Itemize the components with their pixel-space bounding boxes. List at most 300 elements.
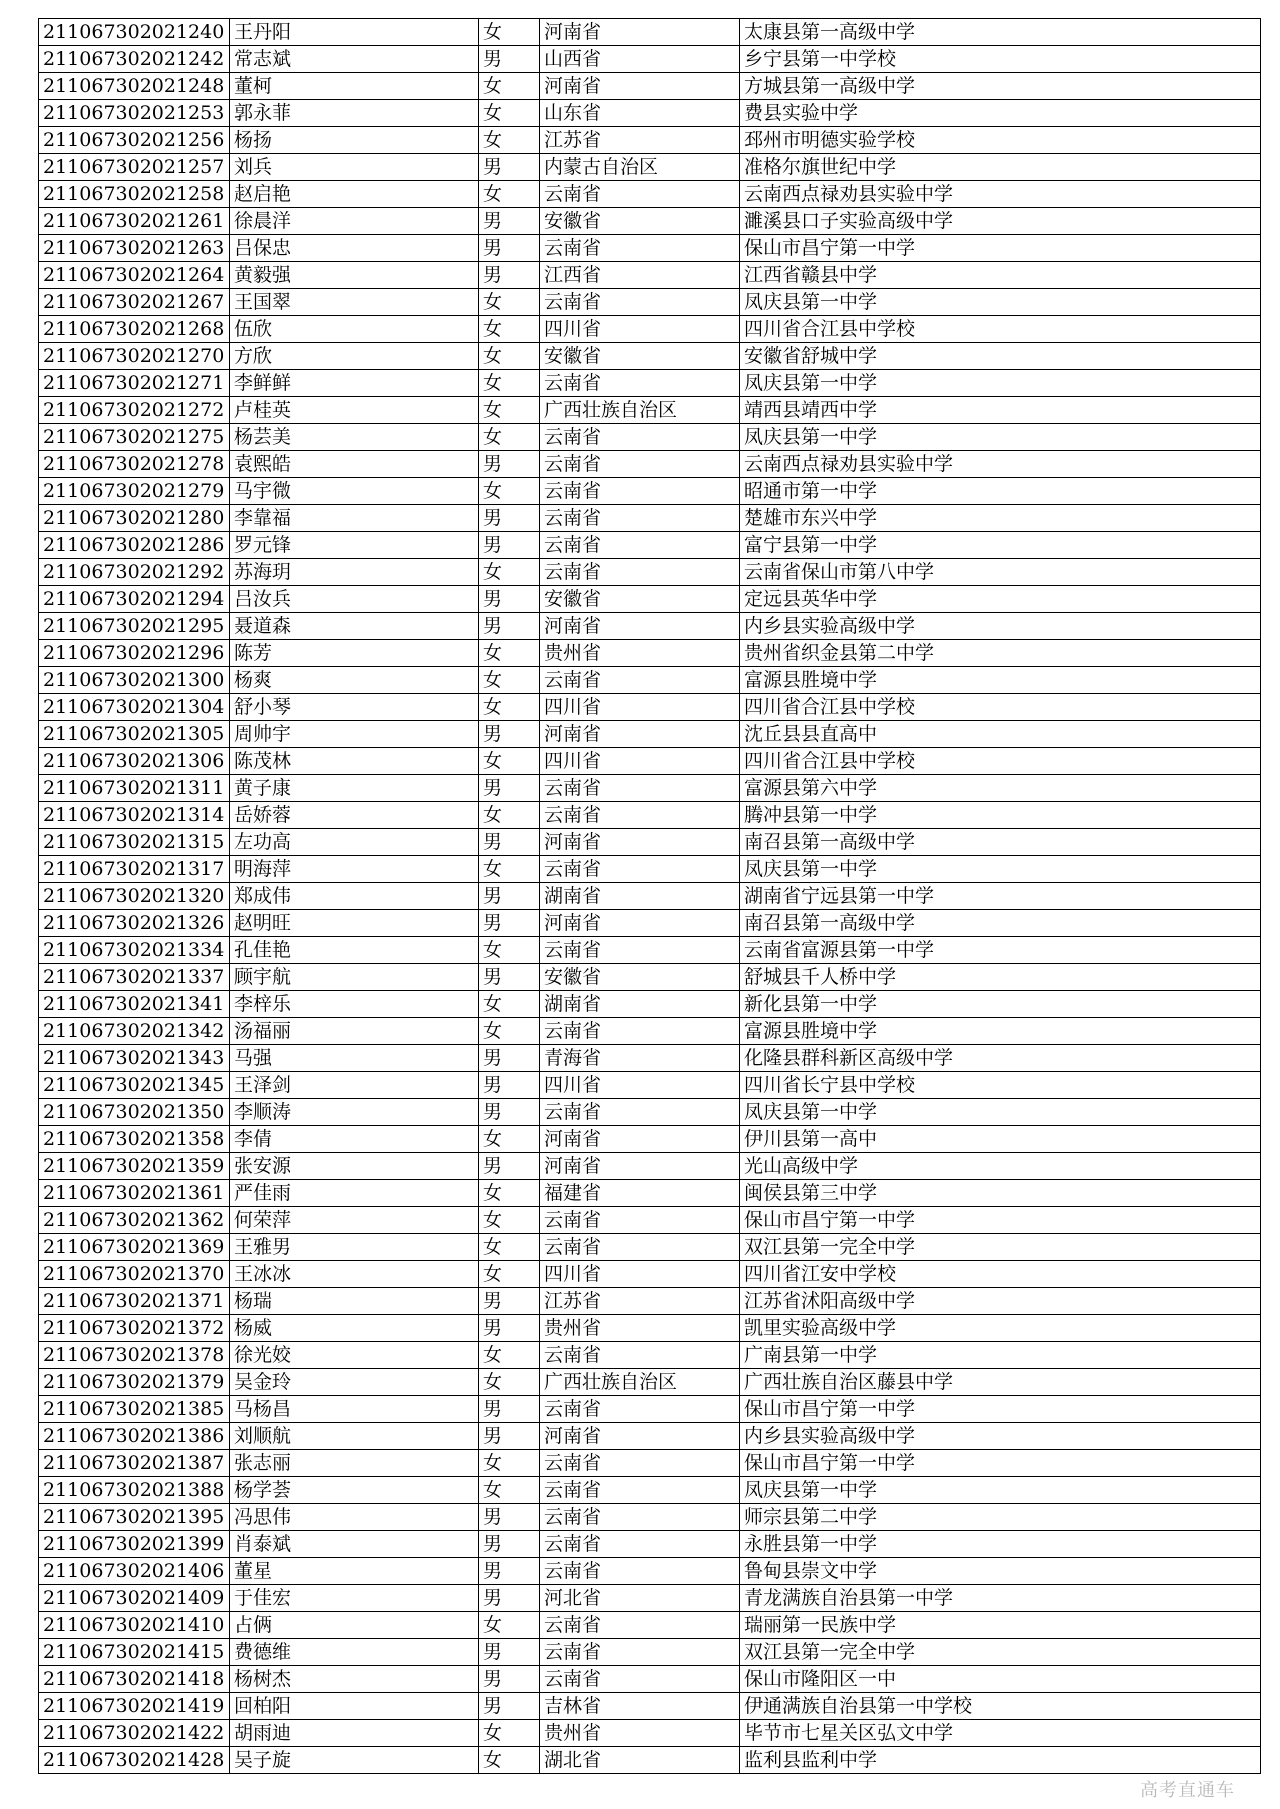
school-cell: 准格尔旗世纪中学 (740, 154, 1261, 181)
table-row (39, 1477, 1261, 1504)
exam-id-cell: 211067302021258 (39, 181, 230, 208)
gender-cell: 男 (479, 1639, 540, 1666)
province-cell: 云南省 (540, 1612, 740, 1639)
name-cell: 张志丽 (230, 1450, 479, 1477)
gender-cell: 男 (479, 1693, 540, 1720)
name-cell: 杨瑞 (230, 1288, 479, 1315)
gender-cell: 女 (479, 694, 540, 721)
table-row (39, 208, 1261, 235)
gender-cell: 女 (479, 1018, 540, 1045)
gender-cell: 女 (479, 640, 540, 667)
table-row (39, 802, 1261, 829)
table-row (39, 1207, 1261, 1234)
exam-id-cell: 211067302021253 (39, 100, 230, 127)
school-cell: 保山市隆阳区一中 (740, 1666, 1261, 1693)
school-cell: 瑞丽第一民族中学 (740, 1612, 1261, 1639)
exam-id-cell: 211067302021385 (39, 1396, 230, 1423)
exam-id-cell: 211067302021271 (39, 370, 230, 397)
province-cell: 河南省 (540, 1423, 740, 1450)
exam-id-cell: 211067302021388 (39, 1477, 230, 1504)
school-cell: 楚雄市东兴中学 (740, 505, 1261, 532)
gender-cell: 男 (479, 721, 540, 748)
gender-cell: 女 (479, 1180, 540, 1207)
name-cell: 杨威 (230, 1315, 479, 1342)
school-cell: 富源县第六中学 (740, 775, 1261, 802)
school-cell: 四川省合江县中学校 (740, 316, 1261, 343)
gender-cell: 男 (479, 1099, 540, 1126)
province-cell: 云南省 (540, 1666, 740, 1693)
province-cell: 云南省 (540, 775, 740, 802)
province-cell: 青海省 (540, 1045, 740, 1072)
table-row (39, 1666, 1261, 1693)
province-cell: 云南省 (540, 289, 740, 316)
exam-id-cell: 211067302021415 (39, 1639, 230, 1666)
exam-id-cell: 211067302021256 (39, 127, 230, 154)
name-cell: 方欣 (230, 343, 479, 370)
table-row (39, 154, 1261, 181)
exam-id-cell: 211067302021264 (39, 262, 230, 289)
school-cell: 费县实验中学 (740, 100, 1261, 127)
gender-cell: 男 (479, 1585, 540, 1612)
exam-id-cell: 211067302021261 (39, 208, 230, 235)
school-cell: 舒城县千人桥中学 (740, 964, 1261, 991)
province-cell: 云南省 (540, 1342, 740, 1369)
exam-id-cell: 211067302021263 (39, 235, 230, 262)
table-row (39, 964, 1261, 991)
name-cell: 于佳宏 (230, 1585, 479, 1612)
school-cell: 凤庆县第一中学 (740, 424, 1261, 451)
province-cell: 河南省 (540, 19, 740, 46)
school-cell: 安徽省舒城中学 (740, 343, 1261, 370)
province-cell: 云南省 (540, 667, 740, 694)
school-cell: 凯里实验高级中学 (740, 1315, 1261, 1342)
table-row (39, 73, 1261, 100)
school-cell: 江苏省沭阳高级中学 (740, 1288, 1261, 1315)
gender-cell: 男 (479, 1288, 540, 1315)
name-cell: 汤福丽 (230, 1018, 479, 1045)
name-cell: 杨树杰 (230, 1666, 479, 1693)
school-cell: 富宁县第一中学 (740, 532, 1261, 559)
school-cell: 云南西点禄劝县实验中学 (740, 181, 1261, 208)
table-row (39, 1072, 1261, 1099)
gender-cell: 男 (479, 505, 540, 532)
exam-id-cell: 211067302021272 (39, 397, 230, 424)
exam-id-cell: 211067302021320 (39, 883, 230, 910)
gender-cell: 女 (479, 1342, 540, 1369)
gender-cell: 女 (479, 802, 540, 829)
school-cell: 光山高级中学 (740, 1153, 1261, 1180)
gender-cell: 男 (479, 1558, 540, 1585)
name-cell: 周帅宇 (230, 721, 479, 748)
name-cell: 杨学荟 (230, 1477, 479, 1504)
province-cell: 云南省 (540, 1018, 740, 1045)
exam-id-cell: 211067302021350 (39, 1099, 230, 1126)
gender-cell: 男 (479, 235, 540, 262)
school-cell: 广西壮族自治区藤县中学 (740, 1369, 1261, 1396)
table-row (39, 1342, 1261, 1369)
gender-cell: 女 (479, 1720, 540, 1747)
school-cell: 湖南省宁远县第一中学 (740, 883, 1261, 910)
school-cell: 定远县英华中学 (740, 586, 1261, 613)
province-cell: 云南省 (540, 478, 740, 505)
school-cell: 新化县第一中学 (740, 991, 1261, 1018)
school-cell: 伊川县第一高中 (740, 1126, 1261, 1153)
school-cell: 富源县胜境中学 (740, 1018, 1261, 1045)
school-cell: 保山市昌宁第一中学 (740, 235, 1261, 262)
school-cell: 富源县胜境中学 (740, 667, 1261, 694)
school-cell: 凤庆县第一中学 (740, 289, 1261, 316)
name-cell: 马杨昌 (230, 1396, 479, 1423)
name-cell: 吕汝兵 (230, 586, 479, 613)
table-row (39, 1558, 1261, 1585)
name-cell: 黄毅强 (230, 262, 479, 289)
exam-id-cell: 211067302021295 (39, 613, 230, 640)
name-cell: 王国翠 (230, 289, 479, 316)
gender-cell: 女 (479, 343, 540, 370)
table-row (39, 181, 1261, 208)
school-cell: 南召县第一高级中学 (740, 829, 1261, 856)
table-row (39, 1639, 1261, 1666)
exam-id-cell: 211067302021345 (39, 1072, 230, 1099)
gender-cell: 女 (479, 1612, 540, 1639)
name-cell: 李靠福 (230, 505, 479, 532)
gender-cell: 女 (479, 1261, 540, 1288)
province-cell: 云南省 (540, 856, 740, 883)
name-cell: 回柏阳 (230, 1693, 479, 1720)
name-cell: 占俩 (230, 1612, 479, 1639)
exam-id-cell: 211067302021294 (39, 586, 230, 613)
province-cell: 湖南省 (540, 883, 740, 910)
gender-cell: 男 (479, 1423, 540, 1450)
gender-cell: 女 (479, 478, 540, 505)
exam-id-cell: 211067302021359 (39, 1153, 230, 1180)
exam-id-cell: 211067302021341 (39, 991, 230, 1018)
exam-id-cell: 211067302021358 (39, 1126, 230, 1153)
name-cell: 杨扬 (230, 127, 479, 154)
gender-cell: 男 (479, 775, 540, 802)
table-row (39, 370, 1261, 397)
gender-cell: 男 (479, 1531, 540, 1558)
gender-cell: 男 (479, 1315, 540, 1342)
province-cell: 广西壮族自治区 (540, 1369, 740, 1396)
province-cell: 云南省 (540, 370, 740, 397)
school-cell: 腾冲县第一中学 (740, 802, 1261, 829)
gender-cell: 女 (479, 127, 540, 154)
table-row (39, 397, 1261, 424)
gender-cell: 女 (479, 1234, 540, 1261)
province-cell: 江苏省 (540, 127, 740, 154)
province-cell: 河南省 (540, 829, 740, 856)
province-cell: 河南省 (540, 1153, 740, 1180)
school-cell: 毕节市七星关区弘文中学 (740, 1720, 1261, 1747)
table-row (39, 478, 1261, 505)
school-cell: 监利县监利中学 (740, 1747, 1261, 1774)
table-row (39, 1720, 1261, 1747)
name-cell: 马宇微 (230, 478, 479, 505)
name-cell: 王雅男 (230, 1234, 479, 1261)
name-cell: 张安源 (230, 1153, 479, 1180)
school-cell: 四川省合江县中学校 (740, 748, 1261, 775)
school-cell: 太康县第一高级中学 (740, 19, 1261, 46)
name-cell: 李倩 (230, 1126, 479, 1153)
province-cell: 安徽省 (540, 208, 740, 235)
name-cell: 王泽剑 (230, 1072, 479, 1099)
province-cell: 河北省 (540, 1585, 740, 1612)
province-cell: 云南省 (540, 235, 740, 262)
gender-cell: 女 (479, 667, 540, 694)
table-row (39, 640, 1261, 667)
table-row (39, 613, 1261, 640)
exam-id-cell: 211067302021300 (39, 667, 230, 694)
table-row (39, 775, 1261, 802)
gender-cell: 女 (479, 289, 540, 316)
school-cell: 保山市昌宁第一中学 (740, 1396, 1261, 1423)
province-cell: 云南省 (540, 1396, 740, 1423)
name-cell: 刘顺航 (230, 1423, 479, 1450)
province-cell: 安徽省 (540, 964, 740, 991)
table-row (39, 127, 1261, 154)
table-row (39, 46, 1261, 73)
exam-id-cell: 211067302021422 (39, 1720, 230, 1747)
gender-cell: 女 (479, 397, 540, 424)
name-cell: 吴子旋 (230, 1747, 479, 1774)
province-cell: 云南省 (540, 1504, 740, 1531)
table-row (39, 19, 1261, 46)
province-cell: 福建省 (540, 1180, 740, 1207)
school-cell: 双江县第一完全中学 (740, 1234, 1261, 1261)
school-cell: 乡宁县第一中学校 (740, 46, 1261, 73)
school-cell: 凤庆县第一中学 (740, 370, 1261, 397)
exam-id-cell: 211067302021362 (39, 1207, 230, 1234)
name-cell: 胡雨迪 (230, 1720, 479, 1747)
exam-id-cell: 211067302021275 (39, 424, 230, 451)
gender-cell: 男 (479, 262, 540, 289)
table-row (39, 343, 1261, 370)
gender-cell: 男 (479, 586, 540, 613)
school-cell: 云南省保山市第八中学 (740, 559, 1261, 586)
gender-cell: 男 (479, 1045, 540, 1072)
school-cell: 保山市昌宁第一中学 (740, 1450, 1261, 1477)
exam-id-cell: 211067302021257 (39, 154, 230, 181)
name-cell: 常志斌 (230, 46, 479, 73)
gender-cell: 女 (479, 1369, 540, 1396)
province-cell: 云南省 (540, 1477, 740, 1504)
school-cell: 江西省赣县中学 (740, 262, 1261, 289)
province-cell: 云南省 (540, 1450, 740, 1477)
table-row (39, 559, 1261, 586)
table-row (39, 424, 1261, 451)
name-cell: 何荣萍 (230, 1207, 479, 1234)
province-cell: 云南省 (540, 559, 740, 586)
exam-id-cell: 211067302021270 (39, 343, 230, 370)
province-cell: 四川省 (540, 694, 740, 721)
school-cell: 凤庆县第一中学 (740, 856, 1261, 883)
gender-cell: 男 (479, 883, 540, 910)
province-cell: 四川省 (540, 316, 740, 343)
province-cell: 云南省 (540, 1234, 740, 1261)
table-row (39, 1045, 1261, 1072)
exam-id-cell: 211067302021387 (39, 1450, 230, 1477)
school-cell: 昭通市第一中学 (740, 478, 1261, 505)
name-cell: 董星 (230, 1558, 479, 1585)
name-cell: 马强 (230, 1045, 479, 1072)
exam-id-cell: 211067302021372 (39, 1315, 230, 1342)
table-row (39, 451, 1261, 478)
exam-id-cell: 211067302021268 (39, 316, 230, 343)
table-row (39, 532, 1261, 559)
exam-id-cell: 211067302021418 (39, 1666, 230, 1693)
gender-cell: 男 (479, 1504, 540, 1531)
gender-cell: 男 (479, 1072, 540, 1099)
school-cell: 凤庆县第一中学 (740, 1477, 1261, 1504)
name-cell: 吕保忠 (230, 235, 479, 262)
province-cell: 云南省 (540, 1099, 740, 1126)
gender-cell: 女 (479, 991, 540, 1018)
table-row (39, 1396, 1261, 1423)
name-cell: 杨爽 (230, 667, 479, 694)
province-cell: 云南省 (540, 1558, 740, 1585)
exam-id-cell: 211067302021280 (39, 505, 230, 532)
gender-cell: 女 (479, 100, 540, 127)
province-cell: 江西省 (540, 262, 740, 289)
gender-cell: 男 (479, 451, 540, 478)
exam-id-cell: 211067302021279 (39, 478, 230, 505)
table-row (39, 1693, 1261, 1720)
school-cell: 凤庆县第一中学 (740, 1099, 1261, 1126)
name-cell: 袁熙皓 (230, 451, 479, 478)
gender-cell: 男 (479, 613, 540, 640)
province-cell: 河南省 (540, 1126, 740, 1153)
province-cell: 河南省 (540, 613, 740, 640)
table-row (39, 100, 1261, 127)
province-cell: 湖南省 (540, 991, 740, 1018)
name-cell: 聂道森 (230, 613, 479, 640)
name-cell: 陈芳 (230, 640, 479, 667)
school-cell: 沈丘县县直高中 (740, 721, 1261, 748)
gender-cell: 男 (479, 208, 540, 235)
name-cell: 李顺涛 (230, 1099, 479, 1126)
exam-id-cell: 211067302021343 (39, 1045, 230, 1072)
province-cell: 云南省 (540, 1639, 740, 1666)
table-row (39, 1261, 1261, 1288)
province-cell: 河南省 (540, 721, 740, 748)
school-cell: 邳州市明德实验学校 (740, 127, 1261, 154)
school-cell: 青龙满族自治县第一中学 (740, 1585, 1261, 1612)
school-cell: 永胜县第一中学 (740, 1531, 1261, 1558)
table-row (39, 883, 1261, 910)
province-cell: 内蒙古自治区 (540, 154, 740, 181)
table-row (39, 721, 1261, 748)
exam-id-cell: 211067302021306 (39, 748, 230, 775)
exam-id-cell: 211067302021286 (39, 532, 230, 559)
name-cell: 罗元锋 (230, 532, 479, 559)
school-cell: 双江县第一完全中学 (740, 1639, 1261, 1666)
exam-id-cell: 211067302021278 (39, 451, 230, 478)
school-cell: 四川省合江县中学校 (740, 694, 1261, 721)
name-cell: 郑成伟 (230, 883, 479, 910)
school-cell: 四川省长宁县中学校 (740, 1072, 1261, 1099)
table-row (39, 289, 1261, 316)
table-row (39, 667, 1261, 694)
gender-cell: 男 (479, 910, 540, 937)
name-cell: 岳娇蓉 (230, 802, 479, 829)
exam-id-cell: 211067302021409 (39, 1585, 230, 1612)
name-cell: 王丹阳 (230, 19, 479, 46)
table-row (39, 1504, 1261, 1531)
exam-id-cell: 211067302021305 (39, 721, 230, 748)
gender-cell: 女 (479, 181, 540, 208)
exam-id-cell: 211067302021334 (39, 937, 230, 964)
name-cell: 徐光姣 (230, 1342, 479, 1369)
gender-cell: 男 (479, 46, 540, 73)
table-row (39, 937, 1261, 964)
school-cell: 四川省江安中学校 (740, 1261, 1261, 1288)
school-cell: 濉溪县口子实验高级中学 (740, 208, 1261, 235)
name-cell: 赵启艳 (230, 181, 479, 208)
exam-id-cell: 211067302021242 (39, 46, 230, 73)
school-cell: 方城县第一高级中学 (740, 73, 1261, 100)
province-cell: 四川省 (540, 1261, 740, 1288)
gender-cell: 男 (479, 1153, 540, 1180)
roster-table (38, 18, 1261, 1774)
exam-id-cell: 211067302021369 (39, 1234, 230, 1261)
province-cell: 云南省 (540, 1207, 740, 1234)
table-row (39, 316, 1261, 343)
table-row (39, 586, 1261, 613)
exam-id-cell: 211067302021378 (39, 1342, 230, 1369)
school-cell: 伊通满族自治县第一中学校 (740, 1693, 1261, 1720)
name-cell: 顾宇航 (230, 964, 479, 991)
province-cell: 贵州省 (540, 640, 740, 667)
name-cell: 李鲜鲜 (230, 370, 479, 397)
name-cell: 明海萍 (230, 856, 479, 883)
gender-cell: 男 (479, 964, 540, 991)
province-cell: 云南省 (540, 424, 740, 451)
exam-id-cell: 211067302021292 (39, 559, 230, 586)
province-cell: 云南省 (540, 181, 740, 208)
name-cell: 孔佳艳 (230, 937, 479, 964)
name-cell: 肖泰斌 (230, 1531, 479, 1558)
province-cell: 云南省 (540, 532, 740, 559)
gender-cell: 男 (479, 829, 540, 856)
exam-id-cell: 211067302021314 (39, 802, 230, 829)
province-cell: 湖北省 (540, 1747, 740, 1774)
province-cell: 河南省 (540, 73, 740, 100)
gender-cell: 女 (479, 424, 540, 451)
exam-id-cell: 211067302021267 (39, 289, 230, 316)
exam-id-cell: 211067302021311 (39, 775, 230, 802)
school-cell: 闽侯县第三中学 (740, 1180, 1261, 1207)
exam-id-cell: 211067302021406 (39, 1558, 230, 1585)
exam-id-cell: 211067302021428 (39, 1747, 230, 1774)
province-cell: 江苏省 (540, 1288, 740, 1315)
name-cell: 伍欣 (230, 316, 479, 343)
exam-id-cell: 211067302021337 (39, 964, 230, 991)
exam-id-cell: 211067302021304 (39, 694, 230, 721)
gender-cell: 女 (479, 370, 540, 397)
gender-cell: 男 (479, 532, 540, 559)
name-cell: 吴金玲 (230, 1369, 479, 1396)
province-cell: 贵州省 (540, 1720, 740, 1747)
table-row (39, 1180, 1261, 1207)
name-cell: 左功高 (230, 829, 479, 856)
name-cell: 费德维 (230, 1639, 479, 1666)
gender-cell: 男 (479, 1396, 540, 1423)
province-cell: 云南省 (540, 1531, 740, 1558)
gender-cell: 女 (479, 559, 540, 586)
name-cell: 董柯 (230, 73, 479, 100)
school-cell: 靖西县靖西中学 (740, 397, 1261, 424)
